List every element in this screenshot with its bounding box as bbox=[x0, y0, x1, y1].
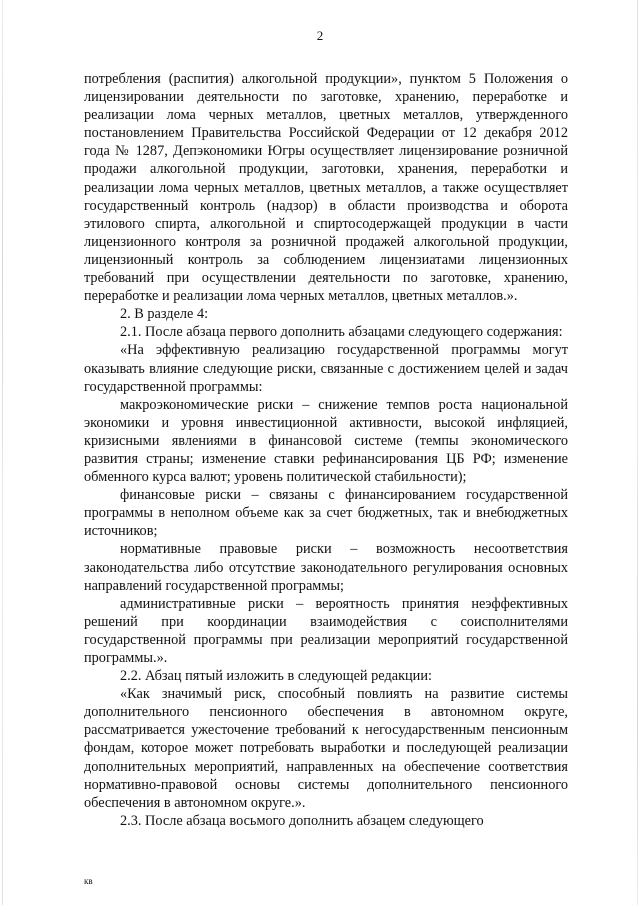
document-body bbox=[84, 70, 568, 830]
paragraph-2: 2. В разделе 4: bbox=[120, 306, 209, 323]
paragraph-10: «Как значимый риск, способный повлиять на развитие системы дополнительного пенсионного обеспечения в автономном округе, рассматривается ужесточение требований к негосударственным пенсионным фондам, которое может потребовать выработки и последующей реализации дополнительных мероприятий, направленных на обеспечение соответствия нормативно-правовой основы системы дополнительного пенсионного обеспечения в автономном округе.». bbox=[84, 686, 568, 811]
paragraph-5: макроэкономические риски – снижение темпов роста национальной экономики и уровня инвестиционной активности, высокой инфляцией, кризисными явлениями в финансовой системе (темпы экономического развития страны; изменение ставки рефинансирования ЦБ РФ; изменение обменного курса валют; уровень политической стабильности); bbox=[84, 396, 568, 486]
paragraph-4: «На эффективную реализацию государственной программы могут оказывать влияние следующие риски, связанные с достижением целей и задач государственной программы: bbox=[84, 342, 568, 395]
footer-mark: кв bbox=[84, 876, 93, 886]
paragraph-6: финансовые риски – связаны с финансированием государственной программы в неполном объеме как за счет бюджетных, так и внебюджетных источников; bbox=[84, 487, 568, 540]
page-number: 2 bbox=[316, 28, 324, 43]
paragraph-11: 2.3. После абзаца восьмого дополнить абзацем следующего bbox=[120, 812, 484, 829]
paragraph-8: административные риски – вероятность принятия неэффективных решений при координации взаимодействия с соисполнителями государственной программы при реализации мероприятий государственной программы.». bbox=[84, 595, 568, 666]
paragraph-9: 2.2. Абзац пятый изложить в следующей редакции: bbox=[120, 668, 432, 685]
paragraph-1: потребления (распития) алкогольной продукции», пунктом 5 Положения о лицензировании деятельности по заготовке, хранению, переработке и реализации лома черных металлов, цветных металлов, утвержденного постановлением Правительства Российской Федерации от 12 декабря 2012 года № 1287, Депэкономики Югры осуществляет лицензирование розничной продажи алкогольной продукции, заготовки, хранения, переработки и реализации лома черных металлов, цветных металлов, а также осуществляет государственный контроль (надзор) в области производства и оборота этилового спирта, алкогольной и спиртосодержащей продукции в части лицензионного контроля за розничной продажей алкогольной продукции, лицензионный контроль за соблюдением лицензиатами лицензионных требований при осуществлении деятельности по заготовке, хранению, переработке и реализации лома черных металлов, цветных металлов.». bbox=[84, 71, 568, 305]
scan-edge-right bbox=[637, 0, 638, 905]
paragraph-7: нормативные правовые риски – возможность несоответствия законодательства либо отсутствие законодательного регулирования основных направлений государственной программы; bbox=[84, 541, 568, 594]
scan-edge-left bbox=[2, 0, 3, 905]
paragraph-3: 2.1. После абзаца первого дополнить абзацами следующего содержания: bbox=[120, 324, 563, 341]
